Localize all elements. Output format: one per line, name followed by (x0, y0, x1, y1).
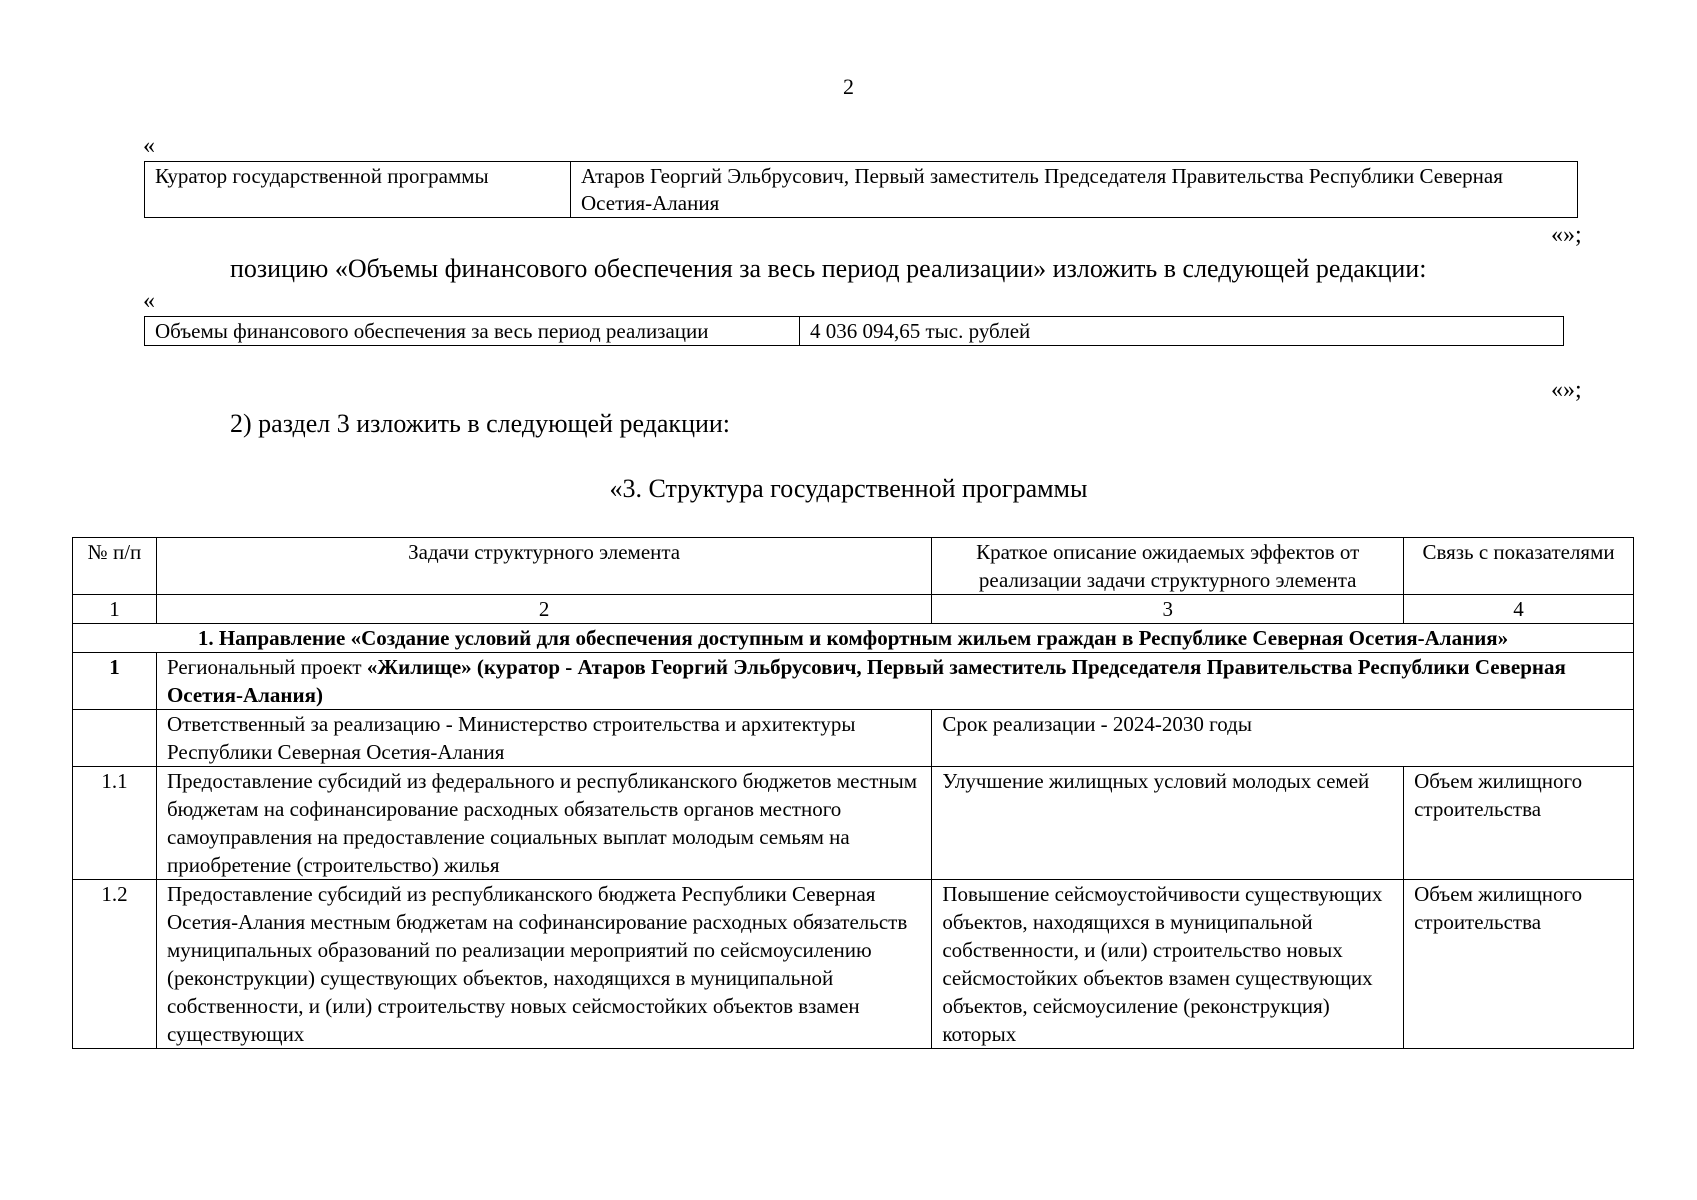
finance-value: 4 036 094,65 тыс. рублей (800, 317, 1564, 346)
project-title (156, 653, 1633, 710)
header-effect: Краткое описание ожидаемых эффектов от реализации задачи структурного элемента (932, 538, 1404, 595)
row-num: 1.1 (73, 767, 157, 880)
finance-table (144, 316, 1564, 346)
curator-label: Куратор государственной программы (145, 162, 571, 218)
row-task: Предоставление субсидий из республиканского бюджета Республики Северная Осетия-Алания местным бюджетам на софинансирование расходных обязательств муниципальных образований по реализации мероприятий по сейсмоусилению (реконструкции) существующих объектов, находящихся в муниципальной собственности, и (или) строительству новых сейсмостойких объектов взамен существующих (156, 880, 931, 1049)
finance-label: Объемы финансового обеспечения за весь период реализации (145, 317, 800, 346)
empty-cell (73, 710, 157, 767)
responsible-row (73, 710, 1634, 767)
column-number: 1 (73, 595, 157, 624)
responsible-text: Ответственный за реализацию - Министерство строительства и архитектуры Республики Северная Осетия-Алания (156, 710, 931, 767)
page-number: 2 (843, 74, 854, 99)
direction-row (73, 624, 1634, 653)
header-num: № п/п (73, 538, 157, 595)
table-row (145, 162, 1578, 218)
table-row (73, 767, 1634, 880)
row-num: 1.2 (73, 880, 157, 1049)
row-effect: Повышение сейсмоустойчивости существующих объектов, находящихся в муниципальной собственности, и (или) строительство новых сейсмостойких объектов взамен существующих объектов, сейсмоусиление (реконструкция) которых (932, 880, 1404, 1049)
row-effect: Улучшение жилищных условий молодых семей (932, 767, 1404, 880)
curator-value: Атаров Георгий Эльбрусович, Первый заместитель Председателя Правительства Республики Северная Осетия-Алания (571, 162, 1578, 218)
paragraph: 2) раздел 3 изложить в следующей редакции: (230, 409, 731, 438)
direction-title: 1. Направление «Создание условий для обеспечения доступным и комфортным жильем граждан в Республике Северная Осетия-Алания» (73, 624, 1634, 653)
project-name: «Жилище» (куратор - Атаров Георгий Эльбрусович, Первый заместитель Председателя Правительства Республики Северная Осетия-Алания) (166, 655, 1566, 707)
close-quote: «»; (1551, 222, 1582, 248)
open-quote: « (143, 288, 155, 314)
section-heading: «3. Структура государственной программы (609, 474, 1088, 503)
table-header-row (73, 538, 1634, 595)
term-text: Срок реализации - 2024-2030 годы (932, 710, 1634, 767)
column-number: 3 (932, 595, 1404, 624)
close-quote: «»; (1551, 377, 1582, 403)
row-indicator: Объем жилищного строительства (1404, 880, 1634, 1049)
header-indicator: Связь с показателями (1404, 538, 1634, 595)
header-task: Задачи структурного элемента (156, 538, 931, 595)
table-row (73, 880, 1634, 1049)
column-number: 2 (156, 595, 931, 624)
row-task: Предоставление субсидий из федерального и республиканского бюджетов местным бюджетам на софинансирование расходных обязательств органов местного самоуправления на предоставление социальных выплат молодым семьям на приобретение (строительство) жилья (156, 767, 931, 880)
curator-table (144, 161, 1578, 218)
project-row (73, 653, 1634, 710)
project-num: 1 (73, 653, 157, 710)
structure-table (72, 537, 1634, 1049)
column-number: 4 (1404, 595, 1634, 624)
table-row (145, 317, 1564, 346)
paragraph: позицию «Объемы финансового обеспечения за весь период реализации» изложить в следующей редакции: (230, 254, 1427, 283)
row-indicator: Объем жилищного строительства (1404, 767, 1634, 880)
open-quote: « (143, 133, 155, 159)
project-prefix: Региональный проект (166, 655, 367, 679)
column-numbers-row (73, 595, 1634, 624)
